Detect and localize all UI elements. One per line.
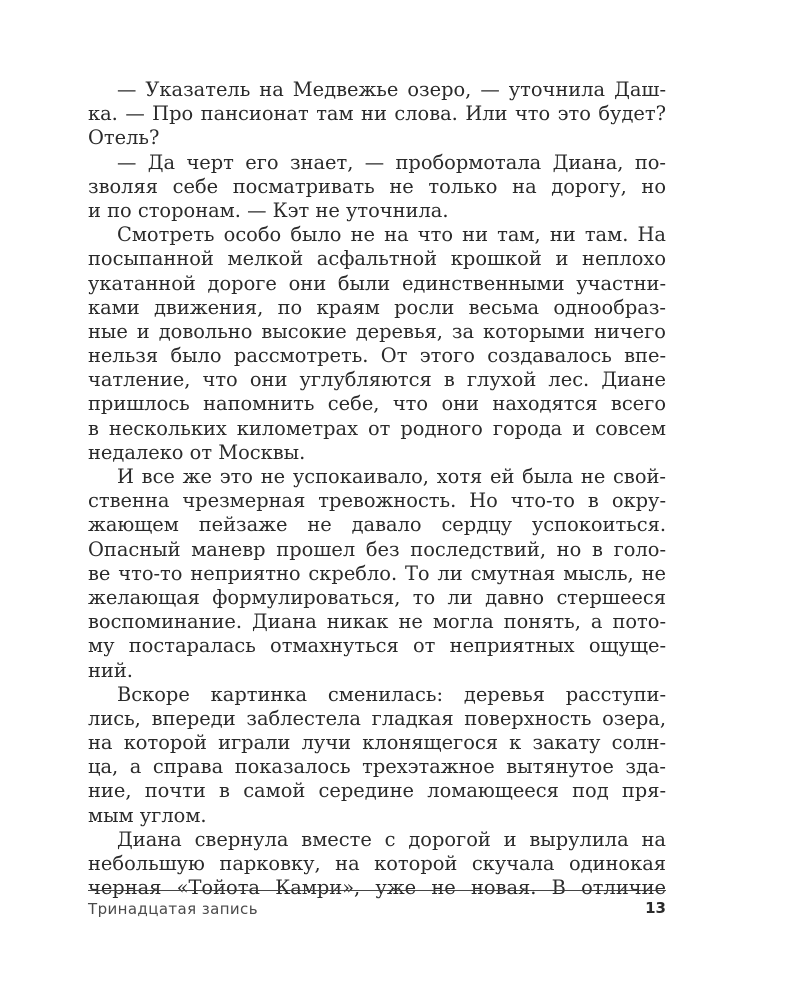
text-line: на которой играли лучи клонящегося к закату солн-	[88, 731, 666, 755]
text-line: ний.	[88, 658, 133, 682]
text-line: ве что-то неприятно скребло. То ли смутная мысль, не	[88, 561, 666, 585]
text-line: ца, а справа показалось трехэтажное вытянутое зда-	[88, 755, 666, 779]
text-line: жающем пейзаже не давало сердцу успокоиться.	[88, 513, 666, 537]
text-line: воспоминание. Диана никак не могла понять, а пото-	[88, 610, 666, 634]
text-line: мым углом.	[88, 803, 207, 827]
text-line: и по сторонам. — Кэт не уточнила.	[88, 198, 449, 222]
text-line: му постаралась отмахнуться от неприятных ощуще-	[88, 634, 666, 658]
text-line: нельзя было рассмотреть. От этого создавалось впе-	[88, 344, 666, 368]
text-line: черная «Тойота Камри», уже не новая. В отличие	[88, 876, 666, 900]
text-line: зволяя себе посматривать не только на дорогу, но	[88, 174, 666, 198]
text-line: Диана свернула вместе с дорогой и вырулила на	[117, 827, 666, 851]
text-line: укатанной дороге они были единственными участни-	[88, 271, 666, 295]
text-line: пришлось напомнить себе, что они находятся всего	[88, 392, 666, 416]
text-line: — Да черт его знает, — пробормотала Диана, по-	[117, 150, 666, 174]
text-line: в нескольких километрах от родного города и совсем	[88, 416, 666, 440]
text-line: ные и довольно высокие деревья, за которыми ничего	[88, 319, 666, 343]
page-number: 13	[645, 899, 666, 917]
text-line: — Указатель на Медвежье озеро, — уточнила Даш-	[117, 78, 666, 101]
running-title: Тринадцатая запись	[88, 900, 258, 918]
text-line: Опасный маневр прошел без последствий, но в голо-	[88, 537, 666, 561]
footer-rule	[88, 890, 666, 891]
body-text	[88, 78, 666, 900]
text-line: Смотреть особо было не на что ни там, ни там. На	[117, 223, 666, 247]
text-line: Отель?	[88, 126, 160, 150]
text-line: ками движения, по краям росли весьма однообраз-	[88, 295, 666, 319]
text-line: желающая формулироваться, то ли давно стершееся	[88, 585, 666, 609]
text-line: недалеко от Москвы.	[88, 440, 306, 464]
text-line: И все же это не успокаивало, хотя ей была не свой-	[117, 465, 666, 488]
text-line: чатление, что они углубляются в глухой лес. Диане	[88, 368, 666, 392]
text-line: ственна чрезмерная тревожность. Но что-то в окру-	[88, 489, 666, 513]
text-line: ние, почти в самой середине ломающееся под пря-	[88, 779, 666, 803]
text-line: лись, впереди заблестела гладкая поверхность озера,	[88, 706, 666, 730]
text-line: ка. — Про пансионат там ни слова. Или что это будет?	[88, 102, 666, 126]
text-line: Вскоре картинка сменилась: деревья расступи-	[117, 682, 666, 706]
text-line: посыпанной мелкой асфальтной крошкой и неплохо	[88, 247, 666, 271]
text-line: небольшую парковку, на которой скучала одинокая	[88, 852, 666, 875]
